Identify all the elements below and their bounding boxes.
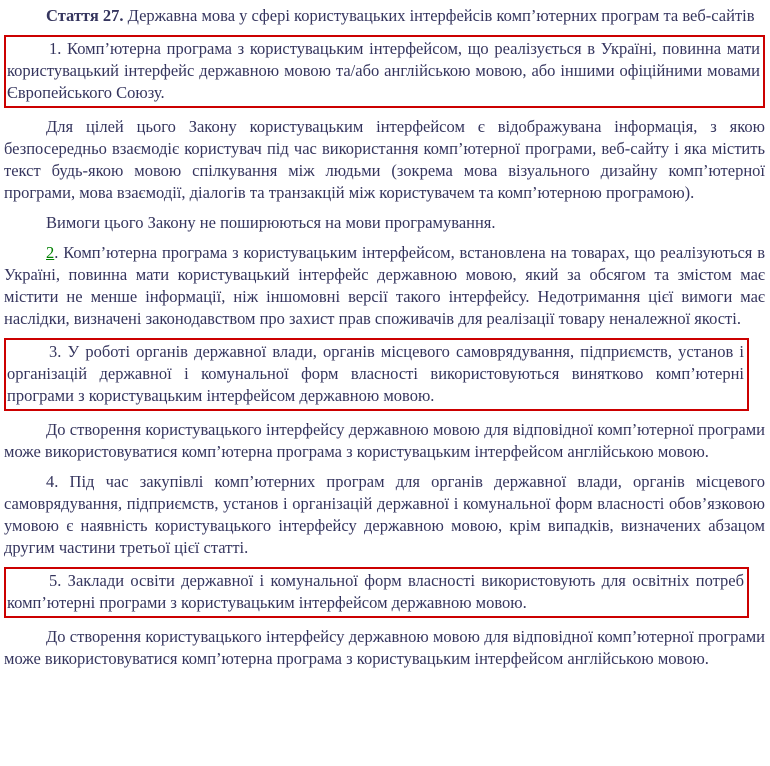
article-title	[4, 5, 765, 27]
law-paragraph-part-3: 3. У роботі органів державної влади, органів місцевого самоврядування, підприємств, установ і організацій державної і комунальної форм власності використовуються винятково комп’ютерні програми з користувацьким інтерфейсом державною мовою.	[7, 342, 744, 405]
amendment-link-part-2[interactable]: 2	[46, 243, 55, 262]
article-title-text: Державна мова у сфері користувацьких інтерфейсів комп’ютерних програм та веб-сайтів	[123, 6, 755, 25]
law-paragraph-part-4: 4. Під час закупівлі комп’ютерних програм для органів державної влади, органів місцевого самоврядування, підприємств, установ і організацій державної і комунальної форм власності обов’язковою умовою є наявність користувацького інтерфейсу державною мовою, крім випадків, визначених абзацом другим частини третьої цієї статті.	[4, 472, 765, 557]
law-paragraph-english-interface-2: До створення користувацького інтерфейсу державною мовою для відповідної комп’ютерної програми може використовуватися комп’ютерна програма з користувацьким інтерфейсом англійською мовою.	[4, 627, 765, 668]
article-number: Стаття 27.	[46, 6, 124, 25]
highlight-box-part-1	[4, 35, 765, 108]
law-paragraph-part-1: 1. Комп’ютерна програма з користувацьким інтерфейсом, що реалізується в Україні, повинна мати користувацький інтерфейс державною мовою та/або англійською мовою, або іншими офіційними мовами Європейського Союзу.	[7, 39, 760, 102]
law-paragraph-programming-languages: Вимоги цього Закону не поширюються на мови програмування.	[46, 213, 496, 232]
law-paragraph-part-5: 5. Заклади освіти державної і комунальної форм власності використовують для освітніх потреб комп’ютерні програми з користувацьким інтерфейсом державною мовою.	[7, 571, 744, 612]
law-paragraph-english-interface-1: До створення користувацького інтерфейсу державною мовою для відповідної комп’ютерної програми може використовуватися комп’ютерна програма з користувацьким інтерфейсом англійською мовою.	[4, 420, 765, 461]
law-paragraph-part-2	[4, 242, 765, 330]
highlight-box-part-3	[4, 338, 749, 411]
highlight-box-part-5	[4, 567, 749, 618]
law-paragraph-part-2-text: . Комп’ютерна програма з користувацьким інтерфейсом, встановлена на товарах, що реалізуються в Україні, повинна мати користувацький інтерфейс державною мовою, який за обсягом та змістом має містити не менше інформації, ніж іншомовні версії такого інтерфейсу. Недотримання цієї вимоги має наслідки, визначені законодавством про захист прав споживачів для реалізації товару неналежної якості.	[4, 243, 765, 328]
law-paragraph-interface-definition: Для цілей цього Закону користувацьким інтерфейсом є відображувана інформація, з якою безпосередньо взаємодіє користувач під час використання комп’ютерної програми, веб-сайту і яка містить текст будь-якою мовою спілкування між людьми (зокрема мова візуального дизайну комп’ютерної програми, мова взаємодії, діалогів та транзакцій між користувачем та комп’ютерною програмою).	[4, 117, 765, 202]
